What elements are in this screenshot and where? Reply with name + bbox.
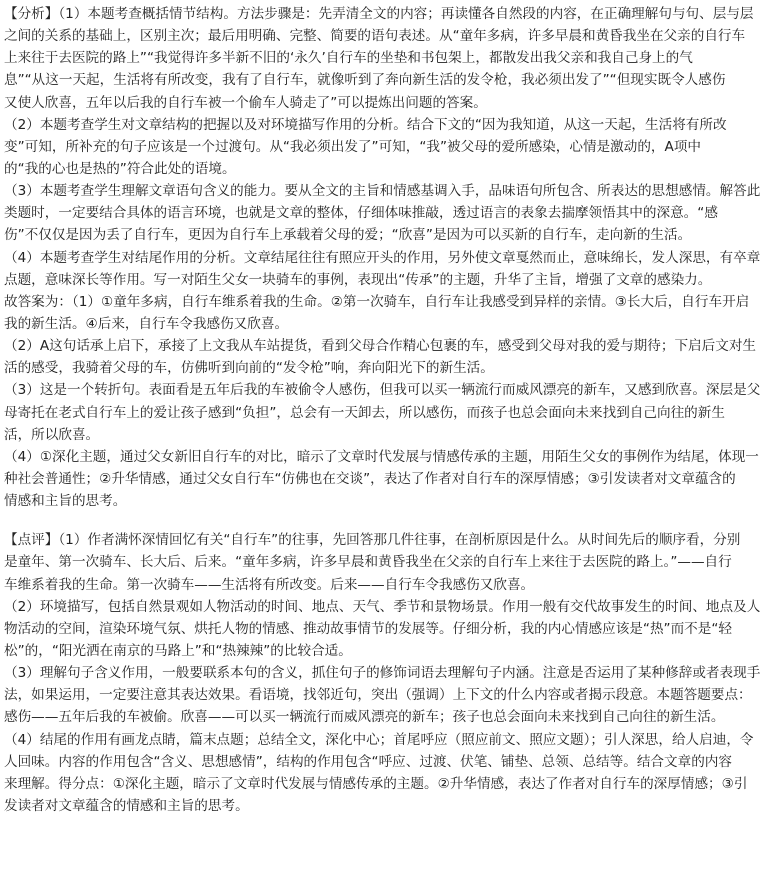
comment-line: （3）理解句子含义作用，一般要联系本句的含义，抓住句子的修饰词语去理解句子内涵。注意是否运用了某种修辞或者表现手 [4,665,761,682]
answer-line: 活，所以欣喜。 [4,426,100,443]
analysis-line: 又使人欣喜，五年以后我的自行车被一个偷车人骑走了”可以提炼出问题的答案。 [4,94,487,111]
comment-line: 是童年、第一次骑车、长大后、后来。“童年多病，许多早晨和黄昏我坐在父亲的自行车上来往于去医院的路上。”——自行 [4,554,732,571]
comment-line: （4）结尾的作用有画龙点睛，篇末点题；总结全文，深化中心；首尾呼应（照应前文、照应文题）；引人深思，给人启迪，令 [4,731,754,748]
analysis-line: 【分析】（1）本题考查概括情节结构。方法步骤是：先弄清全文的内容；再读懂各自然段的内容，在正确理解句与句、层与层 [4,6,754,22]
comment-line: 法，如果运用，一定要注意其表达效果。看语境，找邻近句，突出（强调）上下文的什么内容或者揭示段意。本题答题要点： [4,687,752,704]
section-gap [4,512,776,529]
comment-line: 来理解。得分点：①深化主题，暗示了文章时代发展与情感传承的主题。②升华情感，表达了作者对自行车的深厚情感；③引 [4,775,748,792]
answer-line: 种社会普通性；②升华情感，通过父女自行车“仿佛也在交谈”，表达了作者对自行车的深厚情感；③引发读者对文章蕴含的 [4,470,736,487]
comment-line: 松”的，“阳光洒在南京的马路上”和“热辣辣”的比较合适。 [4,642,352,659]
analysis-section [4,3,776,291]
comment-line: 物活动的空间，渲染环境气氛、烘托人物的情感、推动故事情节的发展等。仔细分析，我的内心情感应该是“热”而不是“轻 [4,620,732,637]
analysis-line: 变”可知，所补充的句子应该是一个过渡句。从“我必须出发了”可知，“我”被父母的爱所感染，心情是激动的，A项中 [4,138,702,155]
comment-line: 车维系着我的生命。第一次骑车——生活将有所改变。后来——自行车令我感伤又欣喜。 [4,576,535,593]
answer-line: 母寄托在老式自行车上的爱让孩子感到“负担”，总会有一天卸去，所以感伤，而孩子也总会面向未来找到自己向往的新生 [4,404,725,421]
analysis-line: 上来往于去医院的路上”“我觉得许多半新不旧的‘永久’自行车的坐垫和书包架上，都散发出我父亲和我自己身上的气 [4,50,693,67]
answer-line: （3）这是一个转折句。表面看是五年后我的车被偷令人感伤，但我可以买一辆流行而威风漂亮的新车，又感到欣喜。深层是父 [4,382,761,399]
comment-line: 发读者对文章蕴含的情感和主旨的思考。 [4,797,249,814]
comment-section [4,529,776,817]
analysis-line: （2）本题考查学生对文章结构的把握以及对环境描写作用的分析。结合下文的“因为我知道，从这一天起，生活将有所改 [4,116,727,133]
answer-section [4,291,776,512]
answer-line: 活的感受，我骑着父母的车，仿佛听到向前的“发令枪”响，奔向阳光下的新生活。 [4,360,494,377]
answer-line: 情感和主旨的思考。 [4,493,127,510]
analysis-line: 伤”不仅仅是因为丢了自行车，更因为自行车上承载着父母的爱；“欣喜”是因为可以买新的自行车，走向新的生活。 [4,227,692,244]
analysis-line: （3）本题考查学生理解文章语句含义的能力。要从全文的主旨和情感基调入手，品味语句所包含、所表达的思想感情。解答此 [4,183,761,200]
answer-line: 我的新生活。④后来，自行车令我感伤又欣喜。 [4,315,289,332]
comment-line: 【点评】（1）作者满怀深情回忆有关“自行车”的往事，先回答那几件往事，在剖析原因是什么。从时间先后的顺序看，分别 [4,532,741,549]
comment-line: 感伤——五年后我的车被偷。欣喜——可以买一辆流行而威风漂亮的新车；孩子也总会面向未来找到自己向往的新生活。 [4,709,725,726]
comment-line: （2）环境描写，包括自然景观如人物活动的时间、地点、天气、季节和景物场景。作用一般有交代故事发生的时间、地点及人 [4,598,761,615]
analysis-line: 息”“从这一天起，生活将有所改变，我有了自行车，就像听到了奔向新生活的发令枪，我必须出发了”“但现实既令人感伤 [4,72,726,89]
answer-line: 故答案为：（1）①童年多病，自行车维系着我的生命。②第一次骑车，自行车让我感受到异样的亲情。③长大后，自行车开启 [4,293,750,310]
analysis-line: 点题，意味深长等作用。写一对陌生父女一块骑车的事例，表现出“传承”的主题，升华了主旨，增强了文章的感染力。 [4,271,712,288]
answer-line: （4）①深化主题，通过父女新旧自行车的对比，暗示了文章时代发展与情感传承的主题，用陌生父女的事例作为结尾，体现一 [4,448,759,465]
analysis-line: （4）本题考查学生对结尾作用的分析。文章结尾往往有照应开头的作用，另外使文章戛然而止，意味绵长，发人深思，有卒章 [4,249,761,266]
analysis-line: 类题时，一定要结合具体的语言环境，也就是文章的整体，仔细体味推敲，透过语言的表象去揣摩领悟其中的深意。“感 [4,205,718,222]
analysis-line: 之间的关系的基础上，区别主次；最后用明确、完整、简要的语句表述。从“童年多病，许多早晨和黄昏我坐在父亲的自行车 [4,28,746,45]
analysis-line: 的“我的心也是热的”符合此处的语境。 [4,160,236,177]
answer-line: （2）A这句话承上启下，承接了上文我从车站提货，看到父母合作精心包裹的车，感受到父母对我的爱与期待；下启后文对生 [4,338,757,355]
comment-line: 人回味。内容的作用包含“含义、思想感情”，结构的作用包含“呼应、过渡、伏笔、铺垫、总领、总结等。结合文章的内容 [4,753,732,770]
